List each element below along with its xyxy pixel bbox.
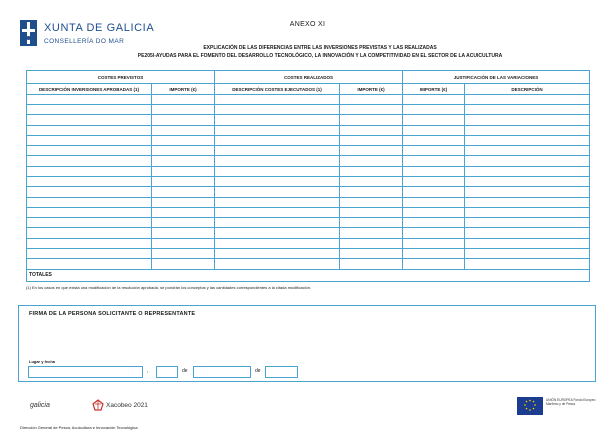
table-cell[interactable] — [340, 187, 403, 197]
table-cell[interactable] — [465, 146, 590, 156]
table-cell[interactable] — [465, 228, 590, 238]
table-cell[interactable] — [27, 105, 152, 115]
table-row — [27, 197, 590, 207]
table-row — [27, 259, 590, 269]
xunta-emblem-icon — [20, 20, 37, 46]
table-cell[interactable] — [215, 187, 340, 197]
document-title — [60, 44, 580, 60]
table-row — [27, 115, 590, 125]
table-row — [27, 207, 590, 217]
month-field[interactable] — [193, 366, 251, 378]
table-cell[interactable] — [403, 249, 465, 259]
title-line-1: EXPLICACIÓN DE LAS DIFERENCIAS ENTRE LAS INVERSIONES PREVISTAS Y LAS REALIZADAS — [203, 45, 437, 51]
table-row — [27, 238, 590, 248]
table-cell[interactable] — [152, 249, 215, 259]
table-cell[interactable] — [340, 105, 403, 115]
table-cell[interactable] — [403, 125, 465, 135]
department-footer: Dirección General de Pesca, Acuicultura e Innovación Tecnológica — [20, 425, 138, 430]
table-cell[interactable] — [152, 156, 215, 166]
table-cell[interactable] — [403, 228, 465, 238]
table-cell[interactable] — [465, 156, 590, 166]
table-cell[interactable] — [27, 228, 152, 238]
table-cell[interactable] — [152, 197, 215, 207]
table-cell[interactable] — [340, 177, 403, 187]
table-cell[interactable] — [215, 197, 340, 207]
annex-label: ANEXO XI — [289, 21, 326, 28]
year-field[interactable] — [265, 366, 298, 378]
table-cell[interactable] — [340, 238, 403, 248]
table-cell[interactable] — [215, 218, 340, 228]
table-cell[interactable] — [403, 259, 465, 269]
table-cell[interactable] — [403, 166, 465, 176]
table-cell[interactable] — [152, 166, 215, 176]
table-cell[interactable] — [215, 259, 340, 269]
table-cell[interactable] — [215, 166, 340, 176]
table-cell[interactable] — [27, 177, 152, 187]
table-body — [27, 94, 590, 269]
table-cell[interactable] — [403, 187, 465, 197]
table-cell[interactable] — [152, 94, 215, 104]
col-importe-previsto: IMPORTE (€) — [152, 84, 215, 94]
table-cell[interactable] — [215, 94, 340, 104]
table-cell[interactable] — [152, 105, 215, 115]
table-cell[interactable] — [340, 94, 403, 104]
col-descripcion: DESCRIPCIÓN — [465, 84, 590, 94]
signature-title: FIRMA DE LA PERSONA SOLICITANTE O REPRESENTANTE — [29, 311, 196, 317]
table-cell[interactable] — [465, 135, 590, 145]
logo-title: XUNTA DE GALICIA — [44, 22, 155, 34]
table-cell[interactable] — [215, 249, 340, 259]
table-cell[interactable] — [152, 259, 215, 269]
table-cell[interactable] — [340, 259, 403, 269]
table-cell[interactable] — [27, 207, 152, 217]
de-separator-1: de — [182, 368, 188, 374]
table-cell[interactable] — [465, 249, 590, 259]
table-cell[interactable] — [152, 187, 215, 197]
table-cell[interactable] — [27, 187, 152, 197]
table-cell[interactable] — [340, 249, 403, 259]
table-cell[interactable] — [403, 105, 465, 115]
table-cell[interactable] — [465, 197, 590, 207]
table-cell[interactable] — [27, 94, 152, 104]
table-row — [27, 125, 590, 135]
table-cell[interactable] — [215, 115, 340, 125]
table-cell[interactable] — [27, 135, 152, 145]
table-cell[interactable] — [403, 218, 465, 228]
table-cell[interactable] — [215, 135, 340, 145]
table-cell[interactable] — [215, 238, 340, 248]
title-line-2: PE205I-AYUDAS PARA EL FOMENTO DEL DESARROLLO TECNOLÓGICO, LA INNOVACIÓN Y LA COMPETITIVIDAD EN EL SECTOR DE LA ACUICULTURA — [137, 53, 503, 59]
table-cell[interactable] — [403, 177, 465, 187]
table-cell[interactable] — [27, 238, 152, 248]
table-cell[interactable] — [403, 135, 465, 145]
comma-separator: , — [147, 368, 149, 374]
xacobeo-shell-icon — [92, 399, 104, 411]
table-cell[interactable] — [27, 197, 152, 207]
table-cell[interactable] — [27, 249, 152, 259]
table-cell[interactable] — [215, 105, 340, 115]
col-desc-costes: DESCRIPCIÓN COSTES EJECUTADOS (1) — [215, 84, 340, 94]
table-cell[interactable] — [27, 115, 152, 125]
table-cell[interactable] — [403, 94, 465, 104]
table-cell[interactable] — [215, 207, 340, 217]
table-cell[interactable] — [465, 105, 590, 115]
signature-box — [18, 305, 596, 382]
table-cell[interactable] — [465, 218, 590, 228]
table-cell[interactable] — [465, 207, 590, 217]
table-cell[interactable] — [215, 156, 340, 166]
galicia-logo: galicia — [30, 402, 50, 409]
investment-table — [26, 70, 590, 282]
table-cell[interactable] — [465, 177, 590, 187]
table-cell[interactable] — [215, 177, 340, 187]
table-cell[interactable] — [27, 166, 152, 176]
group-costes-previstos: COSTES PREVISTOS — [27, 71, 215, 84]
table-cell[interactable] — [340, 135, 403, 145]
table-cell[interactable] — [403, 197, 465, 207]
table-row — [27, 105, 590, 115]
date-label: Lugar y fecha — [29, 359, 56, 364]
table-cell[interactable] — [215, 146, 340, 156]
table-cell[interactable] — [403, 238, 465, 248]
table-cell[interactable] — [340, 218, 403, 228]
totals-label: TOTALES — [27, 269, 590, 281]
table-row — [27, 146, 590, 156]
table-cell[interactable] — [27, 125, 152, 135]
table-cell[interactable] — [152, 218, 215, 228]
table-row — [27, 187, 590, 197]
table-cell[interactable] — [403, 146, 465, 156]
table-cell[interactable] — [465, 115, 590, 125]
table-cell[interactable] — [340, 197, 403, 207]
table-cell[interactable] — [465, 187, 590, 197]
table-cell[interactable] — [465, 259, 590, 269]
table-row — [27, 166, 590, 176]
table-row — [27, 177, 590, 187]
table-row — [27, 135, 590, 145]
table-cell[interactable] — [465, 94, 590, 104]
group-costes-realizados: COSTES REALIZADOS — [215, 71, 403, 84]
col-importe-variacion: IMPORTE (€) — [403, 84, 465, 94]
table-cell[interactable] — [465, 166, 590, 176]
totals-row — [27, 269, 590, 281]
logo-subtitle: CONSELLERÍA DO MAR — [44, 38, 125, 45]
table-cell[interactable] — [340, 166, 403, 176]
table-cell[interactable] — [403, 207, 465, 217]
col-importe-realizado: IMPORTE (€) — [340, 84, 403, 94]
table-cell[interactable] — [27, 146, 152, 156]
table-cell[interactable] — [403, 115, 465, 125]
table-cell[interactable] — [27, 156, 152, 166]
column-header-row — [27, 84, 590, 94]
table-cell[interactable] — [340, 228, 403, 238]
table-cell[interactable] — [152, 135, 215, 145]
table-cell[interactable] — [340, 207, 403, 217]
table-cell[interactable] — [340, 146, 403, 156]
table-cell[interactable] — [465, 125, 590, 135]
table-row — [27, 218, 590, 228]
table-cell[interactable] — [152, 125, 215, 135]
table-cell[interactable] — [215, 125, 340, 135]
table-row — [27, 249, 590, 259]
table-cell[interactable] — [152, 177, 215, 187]
group-justificacion: JUSTIFICACIÓN DE LAS VARIACIONES — [403, 71, 590, 84]
table-cell[interactable] — [27, 259, 152, 269]
table-cell[interactable] — [403, 156, 465, 166]
table-cell[interactable] — [152, 228, 215, 238]
table-row — [27, 94, 590, 104]
de-separator-2: de — [255, 368, 261, 374]
eu-label: UNIÓN EUROPEA Fondo Europeo Marítimo y de Pesca — [546, 398, 596, 407]
place-field[interactable] — [28, 366, 143, 378]
table-cell[interactable] — [152, 238, 215, 248]
day-field[interactable] — [156, 366, 178, 378]
footnote: (1) En los casos en que exista una modificación de la resolución aprobada, se pondrán los conceptos y las cantidades correspondientes a la citada modificación. — [26, 285, 312, 290]
table-cell[interactable] — [340, 156, 403, 166]
table-cell[interactable] — [152, 207, 215, 217]
eu-flag-icon — [517, 397, 543, 415]
table-cell[interactable] — [152, 146, 215, 156]
col-desc-inversiones: DESCRIPCIÓN INVERSIONES APROBADAS (1) — [27, 84, 152, 94]
table-row — [27, 156, 590, 166]
table-cell[interactable] — [27, 218, 152, 228]
group-header-row — [27, 71, 590, 84]
table-cell[interactable] — [340, 115, 403, 125]
table-cell[interactable] — [465, 238, 590, 248]
table-cell[interactable] — [152, 115, 215, 125]
xacobeo-logo: Xacobeo 2021 — [106, 402, 148, 409]
table-row — [27, 228, 590, 238]
table-cell[interactable] — [340, 125, 403, 135]
table-cell[interactable] — [215, 228, 340, 238]
